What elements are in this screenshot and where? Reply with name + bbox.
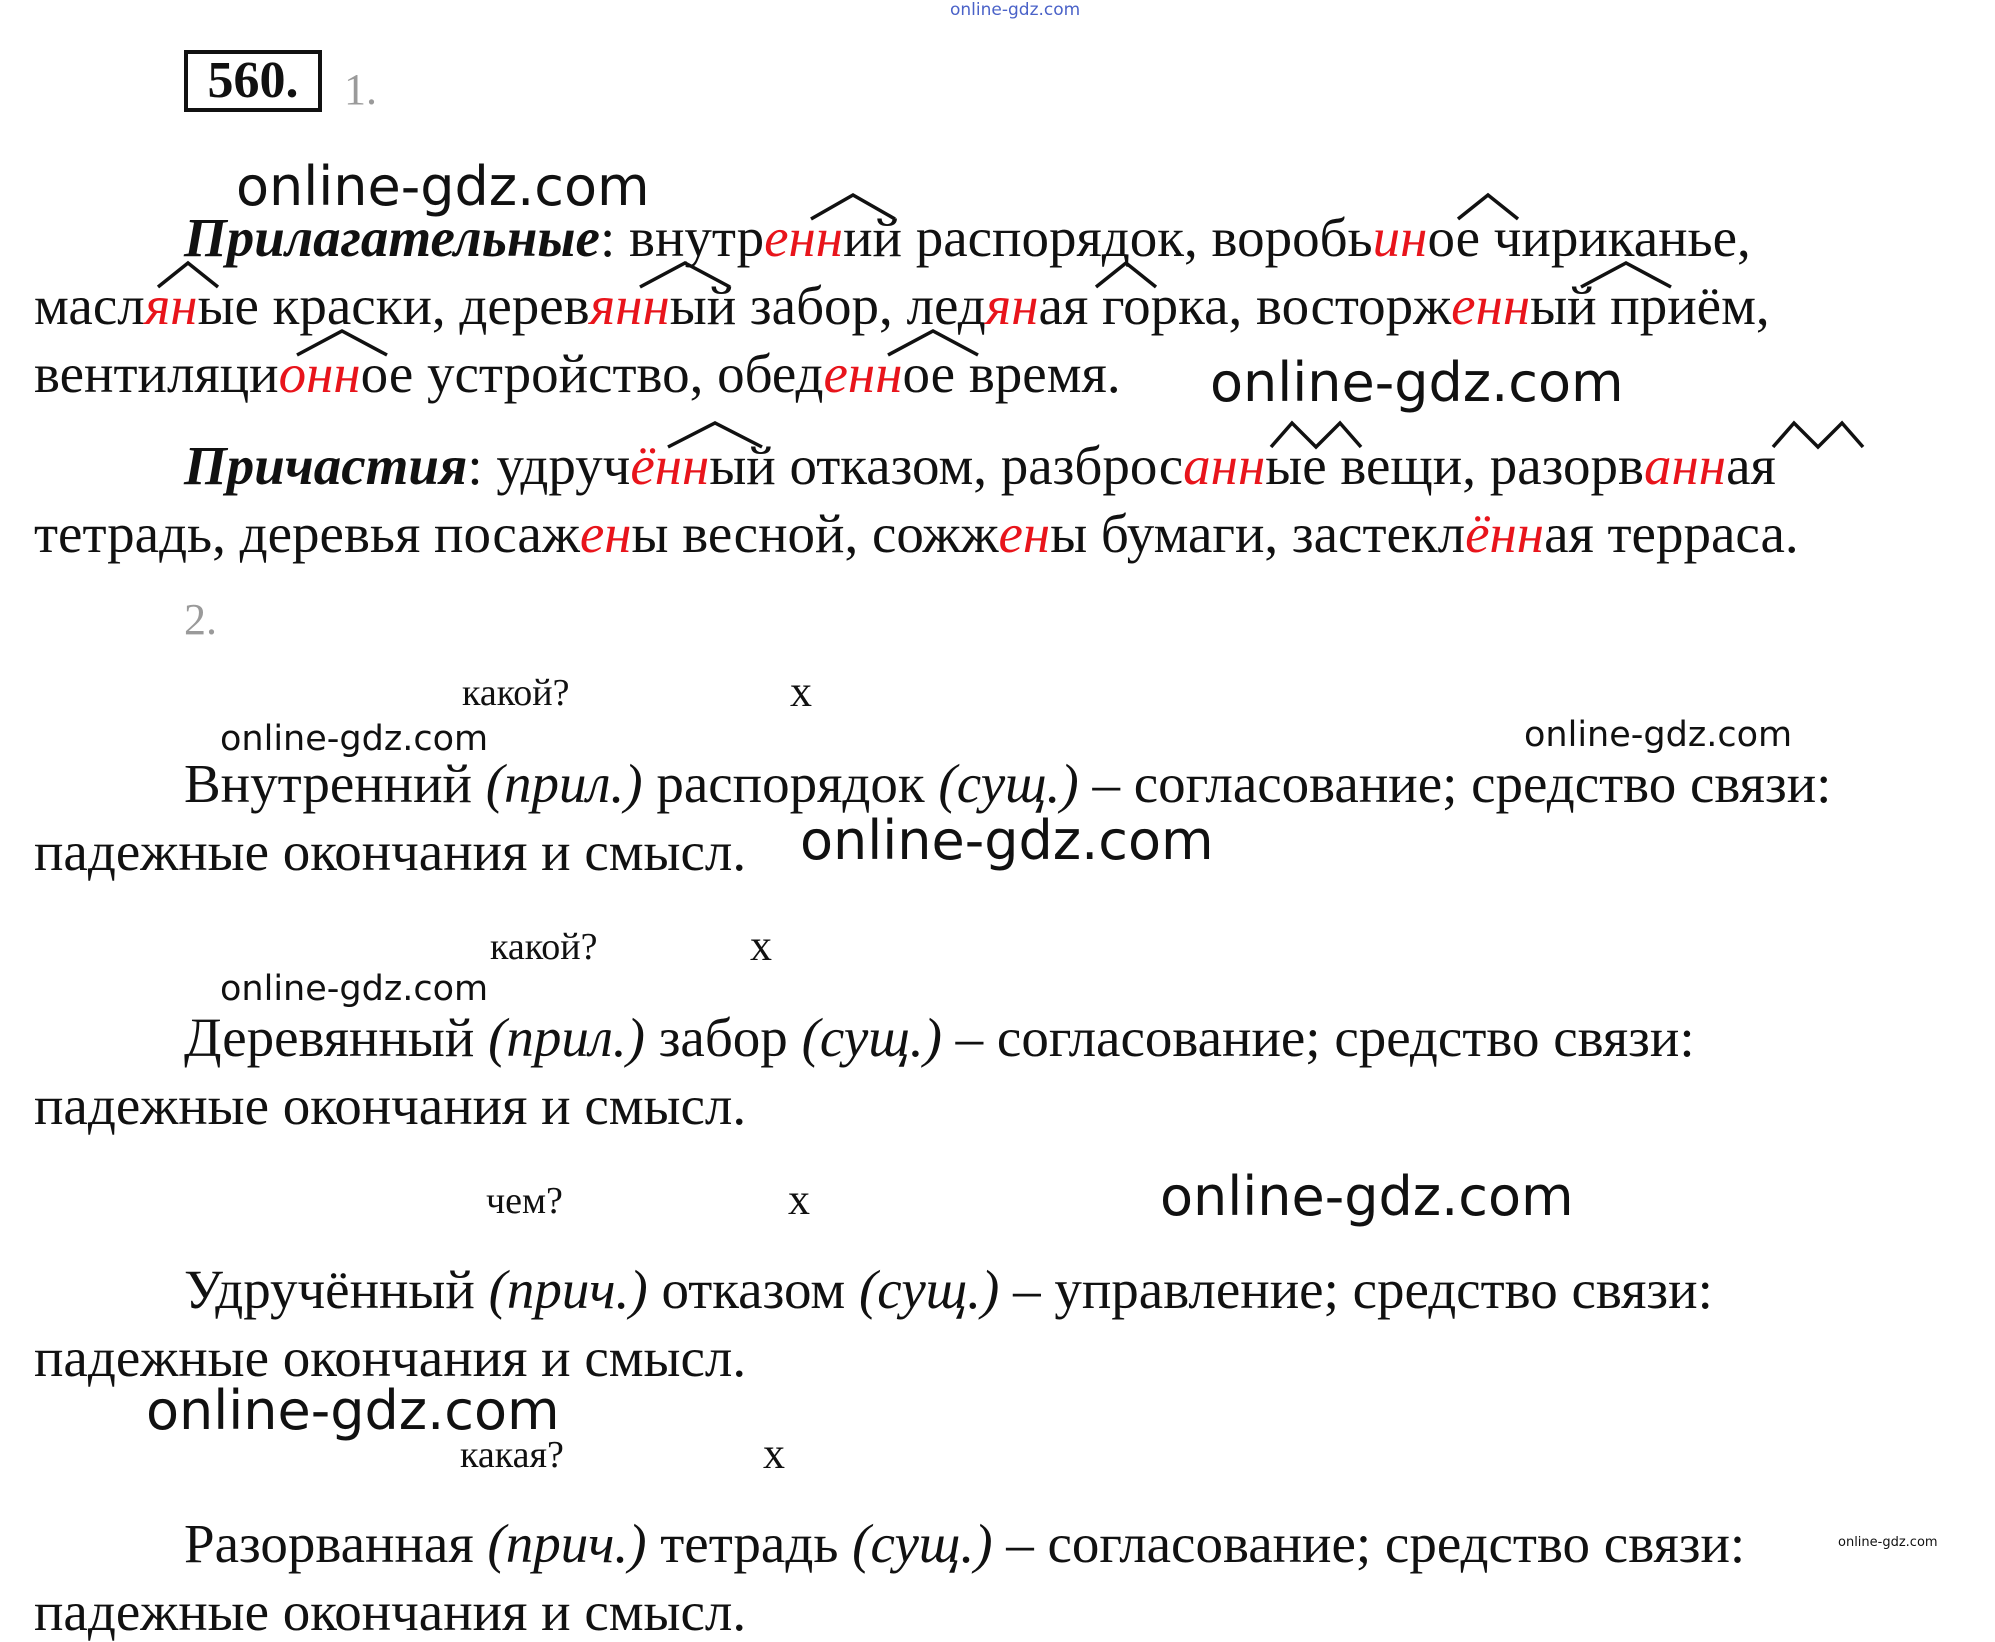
question-label: какой? <box>490 926 598 968</box>
watermark: online-gdz.com <box>146 1379 560 1442</box>
exercise-number: 560. <box>184 50 322 112</box>
text: ая горка, восторж <box>1038 275 1452 336</box>
text: (сущ.) <box>938 753 1079 814</box>
analysis-line <box>184 753 1832 814</box>
suffix-highlight: анн <box>1183 435 1266 496</box>
cross-mark: x <box>750 921 772 970</box>
text: тетрадь, деревья посаж <box>34 503 580 564</box>
text: (сущ.) <box>858 1259 1000 1320</box>
text: – согласование; средство связи: <box>992 1513 1746 1574</box>
analysis-line <box>184 1007 1695 1068</box>
suffix-highlight: ян <box>985 275 1039 336</box>
text: (сущ.) <box>801 1007 942 1068</box>
watermark-top: online-gdz.com <box>950 0 1081 20</box>
text: ое время. <box>902 343 1121 404</box>
analysis-line: падежные окончания и смысл. <box>34 1581 747 1642</box>
analysis-line <box>184 1513 1746 1574</box>
suffix-arc-icon <box>1268 420 1364 450</box>
suffix-arc-icon <box>155 260 221 290</box>
cross-mark: x <box>763 1429 785 1478</box>
text: ый отказом, разброс <box>709 435 1184 496</box>
watermark: online-gdz.com <box>220 969 489 1009</box>
suffix-arc-icon <box>808 192 898 222</box>
participles-line-2 <box>34 503 1799 564</box>
watermark: online-gdz.com <box>1838 1535 1938 1550</box>
text: ы бумаги, застекл <box>1050 503 1466 564</box>
participles-line-1 <box>184 435 1776 496</box>
text: тетрадь <box>646 1513 853 1574</box>
text: забор <box>644 1007 802 1068</box>
text: масл <box>34 275 145 336</box>
suffix-highlight: ённ <box>1465 503 1545 564</box>
suffix-arc-icon <box>885 328 981 358</box>
watermark: online-gdz.com <box>1210 351 1624 414</box>
text: отказом <box>647 1259 859 1320</box>
watermark: online-gdz.com <box>1524 715 1793 755</box>
suffix-highlight: ен <box>579 503 632 564</box>
text: – согласование; средство связи: <box>941 1007 1695 1068</box>
watermark: online-gdz.com <box>236 155 650 218</box>
suffix-arc-icon <box>637 260 733 290</box>
text: (прич.) <box>487 1513 647 1574</box>
text: ы весной, сожж <box>631 503 999 564</box>
suffix-highlight: енн <box>1451 275 1531 336</box>
text: Разорванная <box>184 1513 488 1574</box>
suffix-highlight: ин <box>1372 207 1428 268</box>
suffix-arc-icon <box>1093 260 1159 290</box>
text: ий распорядок, воробь <box>843 207 1373 268</box>
text: – управление; средство связи: <box>999 1259 1713 1320</box>
text: (прил.) <box>488 1007 645 1068</box>
suffix-highlight: янн <box>589 275 670 336</box>
suffix-arc-icon <box>1770 420 1866 450</box>
text: ое устройство, обед <box>360 343 824 404</box>
text: ые краски, дерев <box>197 275 590 336</box>
part-1-marker: 1. <box>344 65 377 114</box>
cross-mark: x <box>790 667 812 716</box>
suffix-highlight: онн <box>278 343 361 404</box>
participles-label: Причастия <box>184 435 468 496</box>
text: (сущ.) <box>852 1513 993 1574</box>
text: ая <box>1726 435 1776 496</box>
text: (прич.) <box>488 1259 648 1320</box>
cross-mark: x <box>788 1175 810 1224</box>
suffix-highlight: анн <box>1643 435 1727 496</box>
text: ый забор, лед <box>669 275 986 336</box>
text: Удручённый <box>184 1259 489 1320</box>
analysis-line <box>184 1259 1713 1320</box>
analysis-line: падежные окончания и смысл. <box>34 1075 747 1136</box>
suffix-highlight: ен <box>998 503 1051 564</box>
watermark: online-gdz.com <box>800 809 1214 872</box>
suffix-highlight: ян <box>144 275 198 336</box>
watermark: online-gdz.com <box>220 719 489 759</box>
suffix-highlight: енн <box>823 343 903 404</box>
text: ая терраса. <box>1544 503 1799 564</box>
text: : внутр <box>599 207 765 268</box>
text: Деревянный <box>184 1007 489 1068</box>
text: – согласование; средство связи: <box>1078 753 1832 814</box>
question-label: какая? <box>460 1434 564 1476</box>
watermark: online-gdz.com <box>1160 1165 1574 1228</box>
text: ые вещи, разорв <box>1265 435 1644 496</box>
analysis-line: падежные окончания и смысл. <box>34 821 747 882</box>
text: ое чириканье, <box>1427 207 1751 268</box>
suffix-arc-icon <box>665 420 765 450</box>
question-label: какой? <box>462 672 570 714</box>
text: ый приём, <box>1530 275 1770 336</box>
suffix-arc-icon <box>1578 260 1674 290</box>
text: вентиляци <box>34 343 279 404</box>
suffix-highlight: ённ <box>630 435 710 496</box>
part-2-marker: 2. <box>184 595 217 644</box>
text: Внутренний <box>184 753 486 814</box>
text: распорядок <box>642 753 939 814</box>
suffix-arc-icon <box>1455 192 1521 222</box>
question-label: чем? <box>486 1180 563 1222</box>
suffix-highlight: енн <box>764 207 844 268</box>
suffix-arc-icon <box>294 328 390 358</box>
adjectives-label: Прилагательные <box>184 207 600 268</box>
adjectives-line-2 <box>34 275 1770 336</box>
analysis-line: падежные окончания и смысл. <box>34 1327 747 1388</box>
text: : удруч <box>467 435 631 496</box>
text: (прил.) <box>485 753 643 814</box>
